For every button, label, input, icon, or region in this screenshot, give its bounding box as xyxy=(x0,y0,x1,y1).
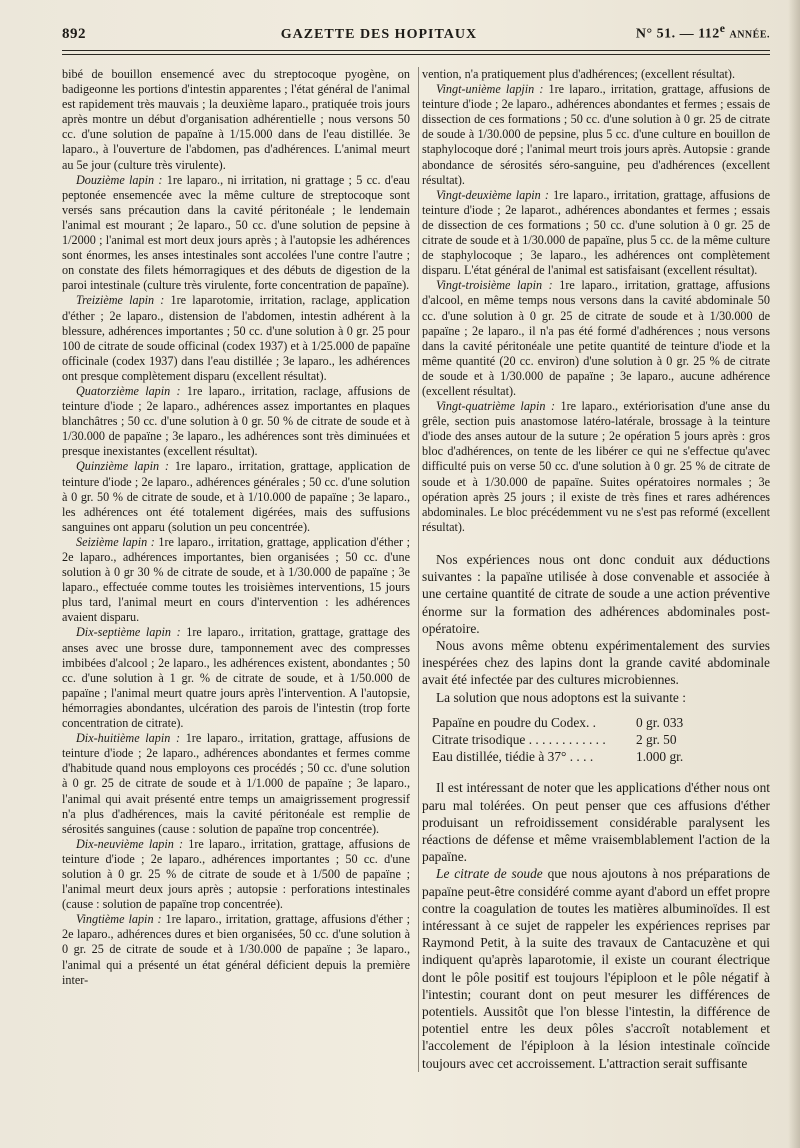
paragraph-text: 1re laparo., irritation, raclage, affusions de teinture d'iode ; 2e laparo., adhérences assez importantes en plaques blanchâtres ; 50 cc. d'une solution à 0 gr. 50 % de citrate de soude et à 1/30.000 de papaïne ; 3e laparo., les adhérences sont très diminuées et presque inexistantes (excellent résultat). xyxy=(62,383,410,459)
paragraph xyxy=(62,173,410,294)
paragraph xyxy=(422,82,770,188)
paragraph-text: 1re laparo., irritation, grattage, grattage des anses avec une brosse dure, tamponnement avec des compresses imbibées d'alcool ; 2e laparo., les adhérences existent, abondantes ; 50 cc. d'une solution à 1 gr. % de citrate de soude, et à 1/50.000 de papaïne ; l'animal meurt quatre jours après l'intervention. A l'autopsie, hémorragies abondantes, ulcération des parois de l'intestin (trop forte concentration de citrate). xyxy=(62,625,410,731)
paragraph xyxy=(422,551,770,637)
journal-title: GAZETTE DES HOPITAUX xyxy=(280,26,478,42)
paragraph-lead: Vingt-quatrième lapin : xyxy=(436,399,556,414)
issue-number: N° 51. — 112 xyxy=(635,26,720,42)
paragraph-text: Nous avons même obtenu expérimentalement des survies inespérées chez des lapins dont la grande cavité abdominale avait été infectée par des cultures microbiennes. xyxy=(422,637,770,688)
paragraph xyxy=(62,535,410,626)
header-double-rule xyxy=(62,51,770,55)
recipe-row xyxy=(432,731,732,748)
recipe-ingredient: Papaïne en poudre du Codex. . xyxy=(432,714,596,730)
paragraph-lead: Le citrate de soude xyxy=(436,866,543,882)
paragraph xyxy=(62,293,410,384)
paragraph xyxy=(422,399,770,535)
recipe-row xyxy=(432,714,732,731)
paragraph-text: Il est intéressant de noter que les applications d'éther nous ont paru mal tolérées. On peut penser que ces affusions d'éther produisant un refroidissement considérable paralysent les réactions de défense et même vraisemblablement l'action de la papaïne. xyxy=(422,780,770,865)
paragraph-text: La solution que nous adoptons est la suivante : xyxy=(436,689,686,705)
paragraph xyxy=(62,625,410,731)
article-columns xyxy=(62,67,770,1072)
paragraph-text: 1re laparo., irritation, grattage, affusions de teinture d'iode ; 2e laparo., adhérences abondantes et fermes comme d'habitude quand nous employons ces procédés ; 50 cc. d'une solution à 0 gr. 25 de citrate de soude et à 1/1.000 de papaïne ; 3e laparo., l'animal qui avait présenté entre temps un amaigrissement progressif n'a plus d'adhérences, mais la cavité péritonéale est remplie de sérosités sanguines (cause : solution de papaïne trop concentrée). xyxy=(62,731,411,836)
paragraph xyxy=(422,278,770,399)
paragraph-text: 1re laparo., irritation, grattage, affusions d'éther ; 2e laparo., adhérences dures et bien organisées, 50 cc. d'une solution à 0 gr. 25 de citrate de soude et à 1/30.000 de papaïne ; 3e laparo., l'animal qui a présenté un état général déficient depuis la première inter- xyxy=(62,912,410,987)
paragraph-text: 1re laparo., irritation, grattage, application de teinture d'iode ; 2e laparo., adhérences générales ; 50 cc. d'une solution à 0 gr. 50 % de citrate de soude, et à 1/10.000 de papaïne ; 3e laparo., les adhérences ont été totalement digérées, mais des suffusions sanguines ont apparu (solution un peu concentrée). xyxy=(62,459,410,534)
recipe-ingredient: Eau distillée, tiédie à 37° . . . . xyxy=(432,749,594,765)
recipe-ingredient: Citrate trisodique . . . . . . . . . . . . xyxy=(432,731,606,747)
paragraph xyxy=(62,67,410,173)
paragraph-text: que nous ajoutons à nos préparations de papaïne peut-être considéré comme ayant d'abord un effet propre contre la coagulation de toutes les matières albuminoïdes. Il est intéressant à ce sujet de rappeler les expériences reprises par Raymond Petit, à la suite des travaux de Cantacuzène et qui indiquent qu'après laparotomie, il existe un courant électrique dont le pôle positif est toujours l'épiploon et le pôle négatif à l'intestin; courant dont on peut mesurer les différences de potentiels. Aussitôt que l'on blesse l'intestin, la différence de potentiel entre les deux pôles s'accroît notablement et l'accolement de l'épiploon à la lésion intestinale coïncide toujours avec cet accroissement. L'attraction serait suffisante xyxy=(422,866,770,1071)
conclusion-intro xyxy=(422,551,770,706)
right-column-experiments xyxy=(422,67,770,535)
paragraph-lead: Treizième lapin : xyxy=(76,293,165,308)
paragraph xyxy=(422,188,770,279)
paragraph xyxy=(62,912,410,987)
paragraph-text: 1re laparo., ni irritation, ni grattage ; 5 cc. d'eau peptonée ensemencée avec la même culture de streptocoque sont versés sans précaution dans la cavité péritonéale ; le lendemain l'animal est mourant ; 2e laparo., 50 cc. d'une solution de pepsine à 1/2000 ; l'animal est mort deux jours après ; à l'autopsie les adhérences sont énormes, les anses intestinales sont accolées l'une contre l'autre ; on constate des filets hémorragiques et des débuts de digestion de la paroi intestinale (culture très virulente, forte concentration de papaïne). xyxy=(62,172,410,293)
paragraph xyxy=(62,459,410,534)
paragraph xyxy=(422,779,770,865)
paragraph xyxy=(62,384,410,459)
recipe-quantity: 2 gr. 50 xyxy=(636,731,677,747)
paragraph-lead: Dix-huitième lapin : xyxy=(76,731,181,746)
paragraph xyxy=(422,67,770,82)
page-number: 892 xyxy=(62,25,86,42)
conclusion-discussion xyxy=(422,779,770,1071)
page-edge-shadow xyxy=(788,0,800,1148)
paragraph-text: 1re laparotomie, irritation, raclage, application d'éther ; 2e laparo., distension de l'abdomen, intestin adhérent à la blessure, adhérences importantes ; 50 cc. d'une solution à 0 gr. 25 pour 100 de citrate de soude officinal (codex 1937) et à 1/25.000 de papaïne officinale (codex 1937) dans l'eau distillée ; 3e laparo., les adhérences ont presque complètement disparu (excellent résultat). xyxy=(62,293,410,383)
paragraph-text: 1re laparo., irritation, grattage, affusions de teinture d'iode ; 2e laparo., adhérences abondantes et fermes ; essais de dissection de ces formations ; 50 cc. d'une solution à 0 gr. 25 de citrate de soude à 1/30.000 de pepsine, plus 5 cc. d'une culture en bouillon de staphylocoque doré ; l'animal meurt trois jours après. Autopsie : grande abondance de sérosités séro-sanguine, peu d'adhérences (excellent résultat). xyxy=(422,82,770,187)
paragraph-text: 1re laparo., extériorisation d'une anse du grêle, section puis anastomose latéro-latérale, brossage à la teinture d'iode des anses autour de la suture ; 2e opération 5 jours après : gros bloc d'adhérences, on tente de les libérer ce qui ne s'effectue qu'avec difficulté puis on verse 50 cc. d'une solution à 0 gr. 25 % de citrate de soude et à 1/30.000 de papaïne. Suites opératoires normales ; 3e opération après 25 jours ; il existe de très fines et rares adhérences abdominales. Le bloc précédemment vu ne s'est pas reformé (excellent résultat). xyxy=(422,399,770,534)
paragraph-lead: Dix-septième lapin : xyxy=(76,625,181,640)
paragraph xyxy=(62,837,410,912)
paragraph-lead: Seizième lapin : xyxy=(76,534,155,549)
issue-info xyxy=(636,22,770,43)
recipe-quantity: 0 gr. 033 xyxy=(636,714,684,730)
paragraph-text: Nos expériences nous ont donc conduit aux déductions suivantes : la papaïne utilisée à dose convenable et associée à une certaine quantité de citrate de soude a une action préventive énorme sur la formation des adhérences abdominales post-opératoire. xyxy=(422,551,770,636)
paragraph xyxy=(422,637,770,689)
paragraph-text: 1re laparo., irritation, grattage, affusions d'alcool, en même temps nous versons dans la cavité abdominale 50 cc. d'une solution à 0 gr. 25 de citrate de soude et à 1/30.000 de papaïne ; 2e laparo., il n'a pas été formé d'adhérences ; nous versons dans la cavité péritonéale une petite quantité de teinture d'iode et la même quantité (20 cc. environ) d'une solution à 0 gr. 25 % de citrate de soude et à 1/30.000 de papaïne ; 3e laparo., aucune adhérence (excellent résultat). xyxy=(422,278,770,398)
paragraph xyxy=(62,731,410,837)
left-column xyxy=(62,67,419,1072)
paragraph-lead: Douzième lapin : xyxy=(76,172,163,187)
paragraph-lead: Vingt-unième lapjin : xyxy=(436,82,544,97)
paragraph-lead: Vingt-deuxième lapin : xyxy=(436,187,549,202)
paragraph-lead: Vingtième lapin : xyxy=(76,912,162,927)
paragraph-lead: Dix-neuvième lapin : xyxy=(76,836,184,851)
right-column xyxy=(422,67,770,1072)
paragraph-text: bibé de bouillon ensemencé avec du streptocoque pyogène, on badigeonne les portions d'intestin apparentes ; l'état général de l'animal est rapidement très mauvais ; la deuxième laparo., pratiquée trois jours après montre un début d'organisation adhérentielle ; nous versons 50 cc. d'une solution de papaïne à 1/15.000 dans de l'eau distillée. 3e laparo., à l'ouverture de l'abdomen, pas d'adhérences. L'animal meurt au 5e jour (culture très virulente). xyxy=(62,67,410,172)
recipe-table xyxy=(432,714,732,766)
paragraph xyxy=(422,689,770,706)
paragraph-text: 1re laparo., irritation, grattage, affusions de teinture d'iode ; 2e laparot., adhérences abondantes et fermes ; essais de dissection de ces formations ; 50 cc. d'une solution à 0 gr. 25 de citrate de soude et à 1/30.000 de papaïne, plus 5 cc. de la même culture de staphylocoque ; 3e laparo., les adhérences ont complètement disparu. L'état général de l'animal est satisfaisant (excellent résultat). xyxy=(422,187,770,278)
recipe-row xyxy=(432,748,732,765)
paragraph-lead: Quinzième lapin : xyxy=(76,459,169,474)
paragraph-text: vention, n'a pratiquement plus d'adhérences; (excellent résultat). xyxy=(422,67,736,81)
paragraph-lead: Quatorzième lapin : xyxy=(76,383,181,398)
page-header xyxy=(62,22,770,51)
paragraph-text: 1re laparo., irritation, grattage, application d'éther ; 2e laparo., adhérences importantes, bien organisées ; 50 cc. d'une solution à 0 gr 30 % de citrate de soude, et à 1/30.000 de papaïne ; 3e laparo., effectuée comme toutes les troisièmes interventions, 15 jours plus tard, l'animal meurt en cours d'intervention : les adhérences avaient disparu. xyxy=(62,534,410,625)
paragraph-lead: Vingt-troisième lapin : xyxy=(436,278,553,293)
recipe-quantity: 1.000 gr. xyxy=(636,749,684,765)
issue-sup: e xyxy=(719,22,726,35)
issue-year-label: ANNÉE. xyxy=(729,29,770,41)
paragraph-text: 1re laparo., irritation, grattage, affusions de teinture d'iode ; 2e laparo., adhérences importantes ; 50 cc. d'une solution à 0 gr. 25 % de citrate de soude et à 1/500 de papaïne ; l'animal meurt deux jours après ; autopsie : perforations intestinales (cause : solution de papaïne trop concentrée). xyxy=(62,836,410,912)
paragraph xyxy=(422,865,770,1071)
